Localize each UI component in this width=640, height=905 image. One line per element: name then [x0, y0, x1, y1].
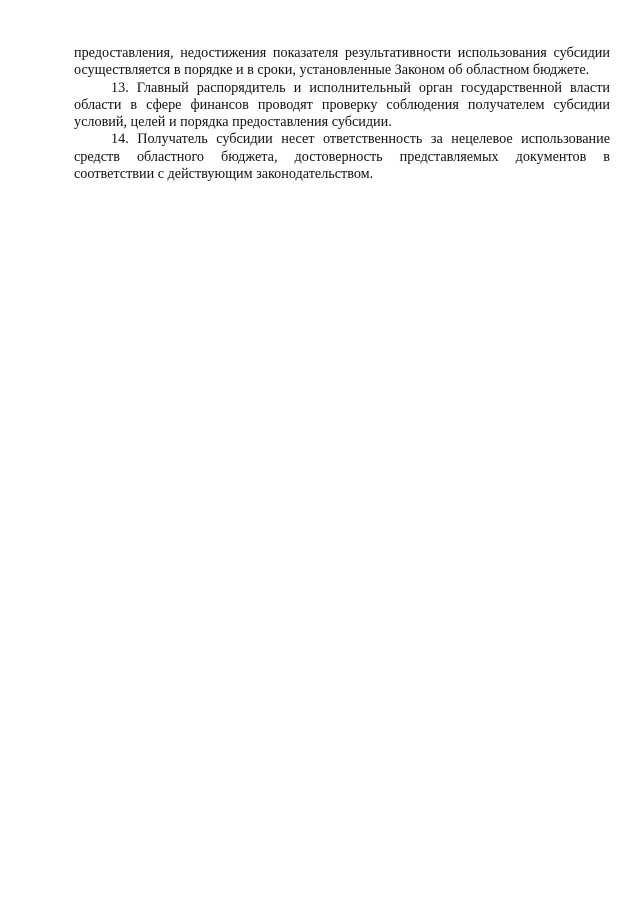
- document-body: [74, 45, 610, 183]
- paragraph-continuation: предоставления, недостижения показателя результативности использования субсидии осуществляется в порядке и в сроки, установленные Законом об областном бюджете.: [74, 45, 610, 79]
- paragraph-14: 14. Получатель субсидии несет ответственность за нецелевое использование средств областного бюджета, достоверность представляемых документов в соответствии с действующим законодательством.: [74, 131, 610, 183]
- paragraph-13: 13. Главный распорядитель и исполнительный орган государственной власти области в сфере финансов проводят проверку соблюдения получателем субсидии условий, целей и порядка предоставления субсидии.: [74, 79, 610, 131]
